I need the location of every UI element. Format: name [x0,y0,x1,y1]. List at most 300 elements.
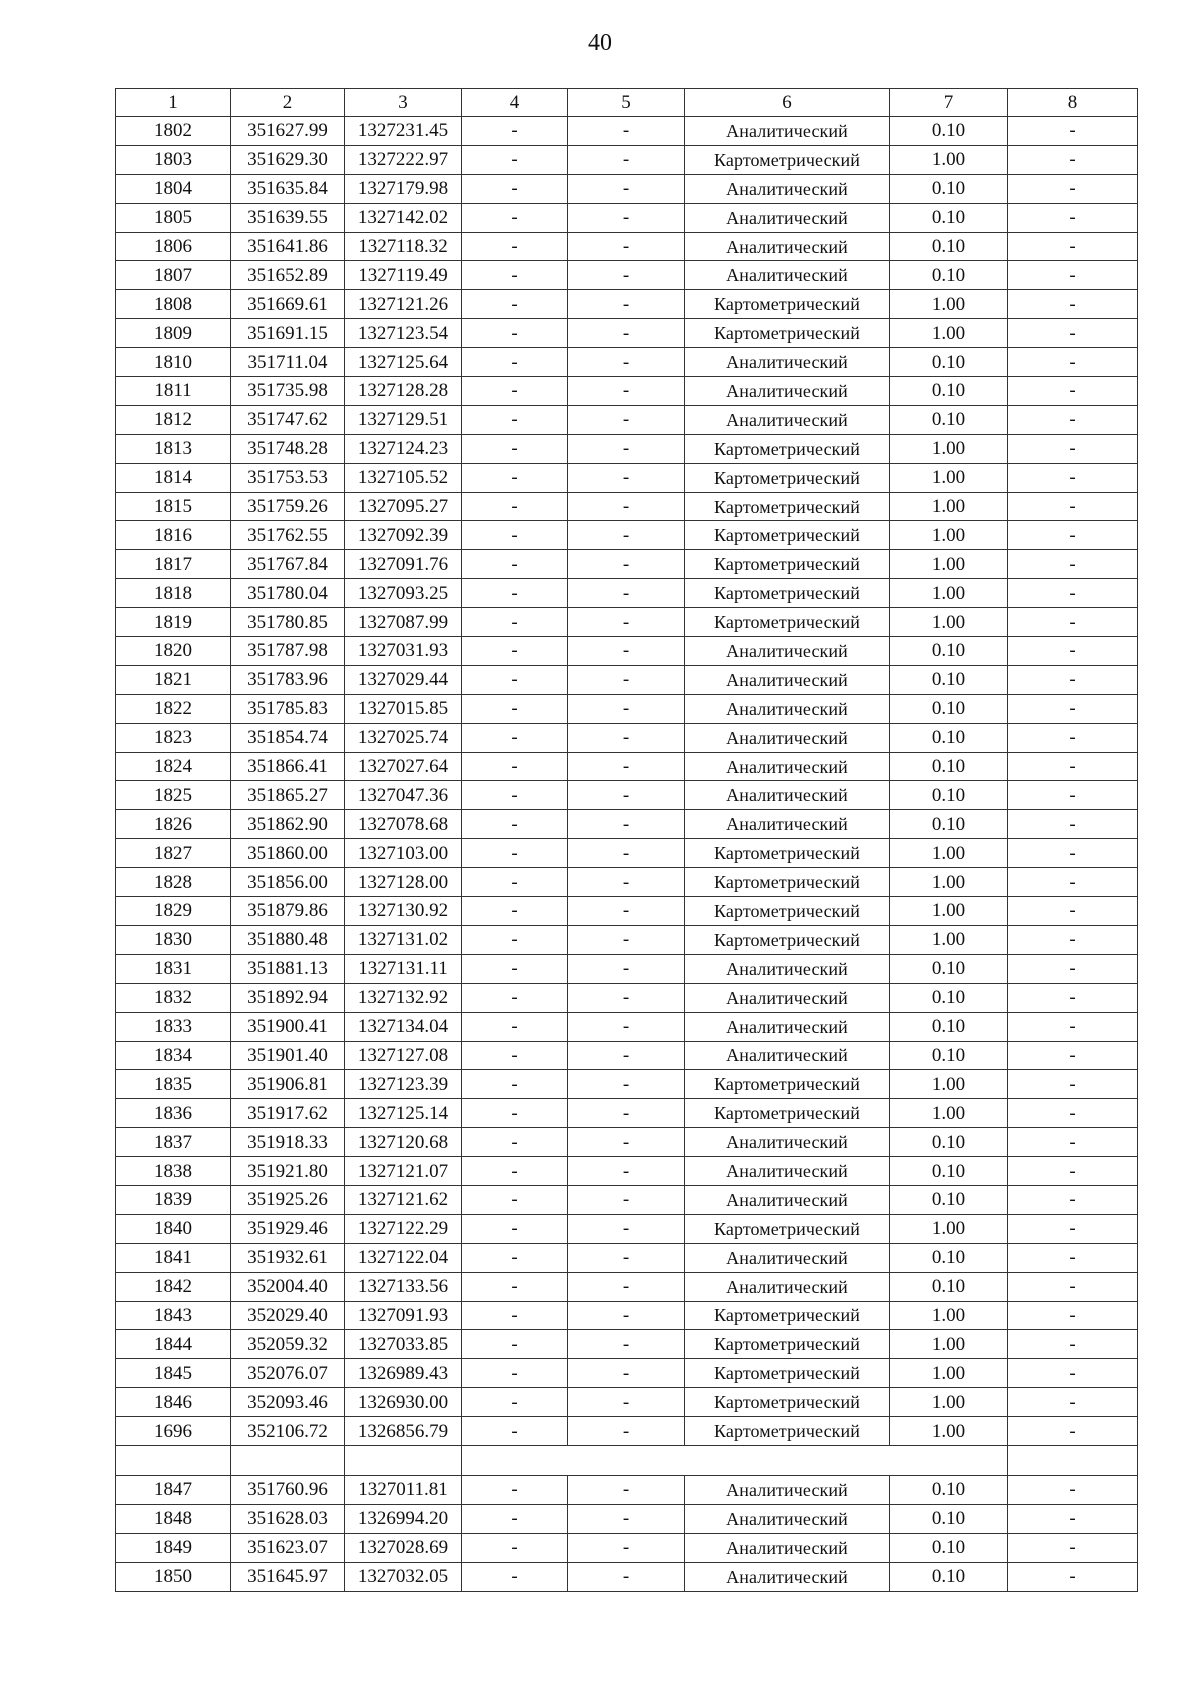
cell-col-4: - [462,608,568,637]
cell-method: Картометрический [685,1417,890,1446]
table-row [116,1157,1138,1186]
cell-accuracy: 1.00 [890,925,1008,954]
cell-x-coordinate: 351711.04 [231,348,345,377]
cell-x-coordinate: 352029.40 [231,1301,345,1330]
cell-col-4: - [462,839,568,868]
cell-x-coordinate: 351862.90 [231,810,345,839]
cell-col-4: - [462,1330,568,1359]
cell-method: Аналитический [685,405,890,434]
cell-col-4: - [462,637,568,666]
cell-point-number: 1844 [116,1330,231,1359]
table-row [116,1330,1138,1359]
cell-col-8: - [1008,723,1138,752]
table-row [116,897,1138,926]
cell-y-coordinate: 1327179.98 [345,174,462,203]
cell-col-4: - [462,665,568,694]
cell-point-number: 1805 [116,203,231,232]
cell-method: Аналитический [685,983,890,1012]
cell-y-coordinate: 1327134.04 [345,1012,462,1041]
empty-cell [685,1445,890,1475]
cell-point-number: 1843 [116,1301,231,1330]
cell-col-4: - [462,954,568,983]
cell-point-number: 1806 [116,232,231,261]
table-row [116,954,1138,983]
cell-point-number: 1809 [116,319,231,348]
cell-x-coordinate: 351767.84 [231,550,345,579]
cell-accuracy: 1.00 [890,1417,1008,1446]
cell-col-8: - [1008,1070,1138,1099]
cell-col-5: - [568,579,685,608]
empty-cell [1008,1445,1138,1475]
cell-x-coordinate: 351759.26 [231,492,345,521]
cell-x-coordinate: 351735.98 [231,377,345,406]
cell-col-8: - [1008,1475,1138,1504]
cell-accuracy: 1.00 [890,579,1008,608]
cell-accuracy: 1.00 [890,1359,1008,1388]
cell-point-number: 1850 [116,1562,231,1591]
cell-method: Картометрический [685,1099,890,1128]
table-row [116,1243,1138,1272]
cell-col-8: - [1008,1214,1138,1243]
cell-x-coordinate: 351635.84 [231,174,345,203]
cell-y-coordinate: 1327125.14 [345,1099,462,1128]
cell-col-4: - [462,1128,568,1157]
table-row [116,434,1138,463]
cell-accuracy: 1.00 [890,521,1008,550]
cell-accuracy: 0.10 [890,810,1008,839]
cell-y-coordinate: 1327078.68 [345,810,462,839]
cell-col-4: - [462,781,568,810]
cell-accuracy: 1.00 [890,608,1008,637]
cell-point-number: 1813 [116,434,231,463]
cell-col-5: - [568,897,685,926]
table-row [116,608,1138,637]
cell-method: Аналитический [685,174,890,203]
cell-accuracy: 1.00 [890,1388,1008,1417]
cell-col-4: - [462,723,568,752]
cell-point-number: 1696 [116,1417,231,1446]
cell-col-4: - [462,203,568,232]
cell-method: Картометрический [685,463,890,492]
cell-col-5: - [568,723,685,752]
empty-cell [462,1445,568,1475]
cell-col-4: - [462,1243,568,1272]
cell-point-number: 1808 [116,290,231,319]
cell-x-coordinate: 351860.00 [231,839,345,868]
cell-x-coordinate: 351856.00 [231,868,345,897]
cell-col-8: - [1008,954,1138,983]
table-row [116,1475,1138,1504]
cell-method: Картометрический [685,868,890,897]
cell-point-number: 1819 [116,608,231,637]
cell-accuracy: 1.00 [890,319,1008,348]
cell-col-4: - [462,868,568,897]
cell-y-coordinate: 1327119.49 [345,261,462,290]
cell-y-coordinate: 1327132.92 [345,983,462,1012]
cell-col-5: - [568,1099,685,1128]
cell-x-coordinate: 351627.99 [231,117,345,146]
cell-x-coordinate: 351932.61 [231,1243,345,1272]
table-row [116,1099,1138,1128]
cell-accuracy: 1.00 [890,1330,1008,1359]
cell-col-5: - [568,290,685,319]
cell-accuracy: 0.10 [890,723,1008,752]
cell-x-coordinate: 351929.46 [231,1214,345,1243]
cell-method: Аналитический [685,1128,890,1157]
empty-cell [345,1445,462,1475]
cell-y-coordinate: 1327091.76 [345,550,462,579]
table-row [116,1041,1138,1070]
cell-point-number: 1812 [116,405,231,434]
table-row [116,694,1138,723]
table-row [116,579,1138,608]
table-row [116,521,1138,550]
cell-col-4: - [462,261,568,290]
cell-accuracy: 0.10 [890,1128,1008,1157]
cell-col-4: - [462,1012,568,1041]
table-row [116,261,1138,290]
cell-col-5: - [568,1330,685,1359]
empty-cell [568,1445,685,1475]
cell-col-5: - [568,1128,685,1157]
cell-y-coordinate: 1327011.81 [345,1475,462,1504]
cell-col-4: - [462,463,568,492]
cell-accuracy: 1.00 [890,839,1008,868]
cell-col-4: - [462,1475,568,1504]
cell-col-4: - [462,232,568,261]
cell-col-8: - [1008,492,1138,521]
cell-y-coordinate: 1327131.02 [345,925,462,954]
cell-y-coordinate: 1327122.04 [345,1243,462,1272]
cell-accuracy: 0.10 [890,983,1008,1012]
cell-accuracy: 0.10 [890,1272,1008,1301]
cell-x-coordinate: 351623.07 [231,1533,345,1562]
cell-accuracy: 0.10 [890,1041,1008,1070]
cell-col-4: - [462,348,568,377]
cell-point-number: 1822 [116,694,231,723]
table-row [116,868,1138,897]
cell-accuracy: 0.10 [890,665,1008,694]
cell-accuracy: 0.10 [890,781,1008,810]
cell-col-5: - [568,492,685,521]
cell-method: Картометрический [685,492,890,521]
cell-col-5: - [568,752,685,781]
cell-y-coordinate: 1327092.39 [345,521,462,550]
cell-col-5: - [568,1388,685,1417]
cell-accuracy: 0.10 [890,954,1008,983]
cell-col-8: - [1008,1157,1138,1186]
cell-accuracy: 1.00 [890,897,1008,926]
cell-col-8: - [1008,232,1138,261]
cell-point-number: 1827 [116,839,231,868]
cell-accuracy: 1.00 [890,492,1008,521]
cell-y-coordinate: 1327095.27 [345,492,462,521]
cell-method: Картометрический [685,1214,890,1243]
cell-method: Аналитический [685,954,890,983]
cell-col-8: - [1008,1504,1138,1533]
cell-col-5: - [568,1272,685,1301]
cell-col-8: - [1008,117,1138,146]
cell-col-5: - [568,348,685,377]
cell-method: Картометрический [685,434,890,463]
cell-method: Картометрический [685,1070,890,1099]
table-row [116,1185,1138,1214]
table-row [116,752,1138,781]
cell-accuracy: 0.10 [890,752,1008,781]
table-gap [116,1445,1138,1475]
cell-y-coordinate: 1327031.93 [345,637,462,666]
cell-col-5: - [568,925,685,954]
cell-x-coordinate: 351866.41 [231,752,345,781]
empty-cell [231,1445,345,1475]
cell-method: Аналитический [685,694,890,723]
cell-x-coordinate: 351780.04 [231,579,345,608]
table-row [116,925,1138,954]
cell-point-number: 1804 [116,174,231,203]
cell-accuracy: 0.10 [890,1533,1008,1562]
cell-x-coordinate: 351747.62 [231,405,345,434]
cell-accuracy: 1.00 [890,1214,1008,1243]
cell-point-number: 1837 [116,1128,231,1157]
cell-method: Аналитический [685,1157,890,1186]
cell-accuracy: 0.10 [890,117,1008,146]
cell-col-5: - [568,261,685,290]
cell-method: Картометрический [685,839,890,868]
cell-point-number: 1824 [116,752,231,781]
cell-method: Картометрический [685,145,890,174]
cell-col-5: - [568,1012,685,1041]
cell-col-4: - [462,1272,568,1301]
cell-y-coordinate: 1327121.07 [345,1157,462,1186]
cell-method: Аналитический [685,232,890,261]
cell-col-4: - [462,1359,568,1388]
cell-col-5: - [568,694,685,723]
cell-y-coordinate: 1327122.29 [345,1214,462,1243]
cell-method: Аналитический [685,665,890,694]
cell-col-4: - [462,897,568,926]
cell-col-8: - [1008,521,1138,550]
cell-col-5: - [568,1157,685,1186]
cell-col-4: - [462,1214,568,1243]
cell-point-number: 1807 [116,261,231,290]
cell-col-5: - [568,839,685,868]
cell-y-coordinate: 1327029.44 [345,665,462,694]
cell-accuracy: 0.10 [890,1475,1008,1504]
header-cell: 1 [116,89,231,117]
cell-accuracy: 0.10 [890,1562,1008,1591]
cell-col-8: - [1008,925,1138,954]
cell-col-5: - [568,954,685,983]
cell-y-coordinate: 1327222.97 [345,145,462,174]
cell-y-coordinate: 1327130.92 [345,897,462,926]
cell-point-number: 1830 [116,925,231,954]
cell-col-5: - [568,1041,685,1070]
table-row [116,117,1138,146]
header-cell: 6 [685,89,890,117]
header-cell: 8 [1008,89,1138,117]
cell-method: Картометрический [685,550,890,579]
cell-col-8: - [1008,1562,1138,1591]
cell-col-4: - [462,1504,568,1533]
table-row [116,1388,1138,1417]
cell-y-coordinate: 1327128.00 [345,868,462,897]
cell-x-coordinate: 351879.86 [231,897,345,926]
cell-accuracy: 1.00 [890,463,1008,492]
cell-point-number: 1811 [116,377,231,406]
cell-point-number: 1821 [116,665,231,694]
cell-point-number: 1832 [116,983,231,1012]
cell-y-coordinate: 1327093.25 [345,579,462,608]
cell-col-5: - [568,868,685,897]
cell-accuracy: 0.10 [890,1185,1008,1214]
cell-accuracy: 0.10 [890,1504,1008,1533]
cell-col-4: - [462,290,568,319]
cell-y-coordinate: 1327103.00 [345,839,462,868]
cell-col-4: - [462,752,568,781]
cell-x-coordinate: 351918.33 [231,1128,345,1157]
cell-method: Картометрический [685,1330,890,1359]
cell-point-number: 1816 [116,521,231,550]
cell-col-8: - [1008,203,1138,232]
cell-col-5: - [568,550,685,579]
cell-col-8: - [1008,694,1138,723]
cell-point-number: 1839 [116,1185,231,1214]
cell-point-number: 1820 [116,637,231,666]
cell-col-8: - [1008,377,1138,406]
cell-col-5: - [568,1243,685,1272]
cell-accuracy: 0.10 [890,1243,1008,1272]
cell-col-4: - [462,521,568,550]
cell-col-5: - [568,319,685,348]
cell-col-4: - [462,1157,568,1186]
cell-col-8: - [1008,983,1138,1012]
cell-y-coordinate: 1327142.02 [345,203,462,232]
cell-col-8: - [1008,868,1138,897]
cell-col-5: - [568,145,685,174]
cell-col-4: - [462,1417,568,1446]
cell-x-coordinate: 351917.62 [231,1099,345,1128]
cell-y-coordinate: 1327133.56 [345,1272,462,1301]
cell-method: Картометрический [685,521,890,550]
table-row [116,203,1138,232]
cell-col-5: - [568,377,685,406]
cell-point-number: 1842 [116,1272,231,1301]
empty-cell [890,1445,1008,1475]
cell-col-8: - [1008,1417,1138,1446]
cell-col-4: - [462,1099,568,1128]
cell-y-coordinate: 1327231.45 [345,117,462,146]
cell-method: Аналитический [685,261,890,290]
cell-col-8: - [1008,1533,1138,1562]
cell-accuracy: 0.10 [890,377,1008,406]
empty-row [116,1445,1138,1475]
cell-accuracy: 0.10 [890,1012,1008,1041]
cell-method: Аналитический [685,810,890,839]
cell-col-4: - [462,983,568,1012]
cell-method: Аналитический [685,203,890,232]
cell-col-5: - [568,1359,685,1388]
cell-x-coordinate: 351892.94 [231,983,345,1012]
cell-col-8: - [1008,608,1138,637]
cell-y-coordinate: 1327124.23 [345,434,462,463]
header-cell: 3 [345,89,462,117]
cell-x-coordinate: 352106.72 [231,1417,345,1446]
cell-col-8: - [1008,463,1138,492]
cell-point-number: 1840 [116,1214,231,1243]
cell-x-coordinate: 351748.28 [231,434,345,463]
table-row [116,839,1138,868]
cell-method: Аналитический [685,1185,890,1214]
cell-point-number: 1833 [116,1012,231,1041]
cell-method: Картометрический [685,925,890,954]
table-row [116,1070,1138,1099]
cell-y-coordinate: 1327105.52 [345,463,462,492]
cell-col-5: - [568,1475,685,1504]
cell-col-8: - [1008,1301,1138,1330]
cell-accuracy: 1.00 [890,1099,1008,1128]
cell-x-coordinate: 351780.85 [231,608,345,637]
header-row [116,89,1138,117]
header-cell: 2 [231,89,345,117]
table-row [116,1128,1138,1157]
cell-x-coordinate: 351628.03 [231,1504,345,1533]
cell-y-coordinate: 1326930.00 [345,1388,462,1417]
table-row [116,1533,1138,1562]
cell-col-4: - [462,377,568,406]
cell-method: Аналитический [685,781,890,810]
cell-y-coordinate: 1327131.11 [345,954,462,983]
cell-col-8: - [1008,839,1138,868]
cell-accuracy: 1.00 [890,868,1008,897]
cell-method: Картометрический [685,579,890,608]
cell-col-4: - [462,810,568,839]
cell-accuracy: 1.00 [890,550,1008,579]
cell-x-coordinate: 351785.83 [231,694,345,723]
cell-col-4: - [462,174,568,203]
cell-col-5: - [568,434,685,463]
cell-col-5: - [568,1185,685,1214]
table-body [116,117,1138,1446]
cell-accuracy: 1.00 [890,290,1008,319]
cell-point-number: 1829 [116,897,231,926]
cell-col-5: - [568,1417,685,1446]
cell-col-5: - [568,203,685,232]
table-row [116,550,1138,579]
table-row [116,665,1138,694]
cell-x-coordinate: 351760.96 [231,1475,345,1504]
cell-y-coordinate: 1327118.32 [345,232,462,261]
cell-method: Аналитический [685,723,890,752]
cell-col-5: - [568,117,685,146]
cell-col-8: - [1008,1041,1138,1070]
cell-accuracy: 1.00 [890,434,1008,463]
cell-col-8: - [1008,1330,1138,1359]
cell-point-number: 1834 [116,1041,231,1070]
table-row [116,1417,1138,1446]
cell-x-coordinate: 351901.40 [231,1041,345,1070]
cell-col-4: - [462,405,568,434]
cell-col-8: - [1008,348,1138,377]
cell-point-number: 1838 [116,1157,231,1186]
table-row [116,377,1138,406]
cell-y-coordinate: 1326989.43 [345,1359,462,1388]
cell-method: Картометрический [685,608,890,637]
cell-point-number: 1828 [116,868,231,897]
cell-method: Картометрический [685,1388,890,1417]
cell-method: Аналитический [685,377,890,406]
cell-y-coordinate: 1327121.62 [345,1185,462,1214]
table-row [116,1562,1138,1591]
